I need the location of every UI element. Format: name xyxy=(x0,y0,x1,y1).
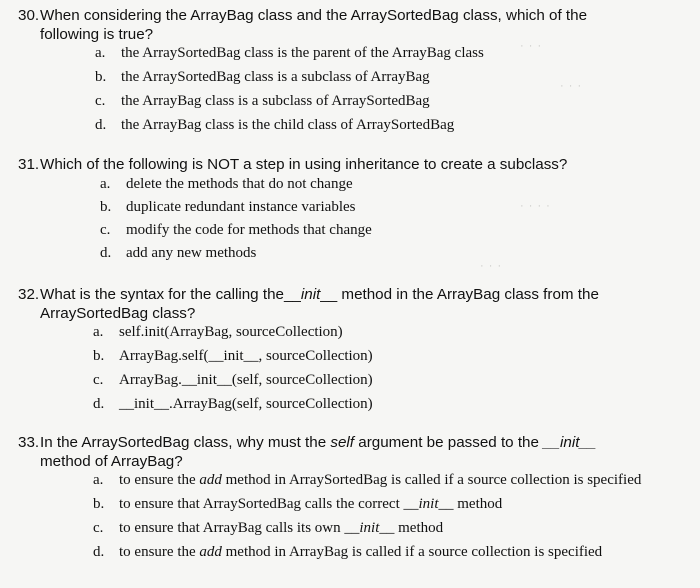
q31-option-b: b. duplicate redundant instance variables xyxy=(100,199,356,215)
question-33 xyxy=(18,433,596,471)
bleed-through-mark: · · · xyxy=(560,80,583,92)
q31-option-c: c. modify the code for methods that change xyxy=(100,222,372,238)
question-number: 33. xyxy=(18,434,40,451)
question-30-line2: following is true? xyxy=(40,26,154,43)
q33-option-a: a. to ensure the add method in ArraySortedBag is called if a source collection is specified xyxy=(93,472,642,488)
question-33-line2: method of ArrayBag? xyxy=(40,453,183,470)
question-number: 32. xyxy=(18,286,40,303)
question-30 xyxy=(18,6,587,44)
q30-option-d: d. the ArrayBag class is the child class of ArraySortedBag xyxy=(95,117,455,133)
q32-option-c: c. ArrayBag.__init__(self, sourceCollection) xyxy=(93,372,373,388)
question-33-line1: 33.In the ArraySortedBag class, why must the self argument be passed to the __init__ xyxy=(18,434,597,451)
question-text: Which of the following is NOT a step in using inheritance to create a subclass? xyxy=(40,156,568,173)
question-30-line1 xyxy=(18,6,587,25)
question-32 xyxy=(18,285,599,323)
q33-option-d: d. to ensure the add method in ArrayBag is called if a source collection is specified xyxy=(93,544,603,560)
q31-option-a: a. delete the methods that do not change xyxy=(100,176,353,192)
q30-option-a: a. the ArraySortedBag class is the parent of the ArrayBag class xyxy=(95,45,484,61)
q32-option-a: a. self.init(ArrayBag, sourceCollection) xyxy=(93,324,343,340)
question-number: 30. xyxy=(18,7,40,24)
question-32-line1: 32.What is the syntax for the calling the__init__ method in the ArrayBag class from the xyxy=(18,286,599,303)
question-31-line1 xyxy=(18,155,567,174)
bleed-through-mark: · · · · xyxy=(520,200,551,212)
question-31 xyxy=(18,155,567,174)
q32-option-d: d. __init__.ArrayBag(self, sourceCollection) xyxy=(93,396,373,412)
q32-option-b: b. ArrayBag.self(__init__, sourceCollection) xyxy=(93,348,373,364)
q30-option-c: c. the ArrayBag class is a subclass of ArraySortedBag xyxy=(95,93,430,109)
question-32-line2: ArraySortedBag class? xyxy=(40,305,196,322)
bleed-through-mark: · · · xyxy=(480,260,503,272)
q33-option-b: b. to ensure that ArraySortedBag calls the correct __init__ method xyxy=(93,496,503,512)
q30-option-b: b. the ArraySortedBag class is a subclass of ArrayBag xyxy=(95,69,430,85)
q31-option-d: d. add any new methods xyxy=(100,245,257,261)
bleed-through-mark: · · · xyxy=(520,40,543,52)
q33-option-c: c. to ensure that ArrayBag calls its own __init__ method xyxy=(93,520,444,536)
question-text: When considering the ArrayBag class and the ArraySortedBag class, which of the xyxy=(40,7,588,24)
question-number: 31. xyxy=(18,156,40,173)
